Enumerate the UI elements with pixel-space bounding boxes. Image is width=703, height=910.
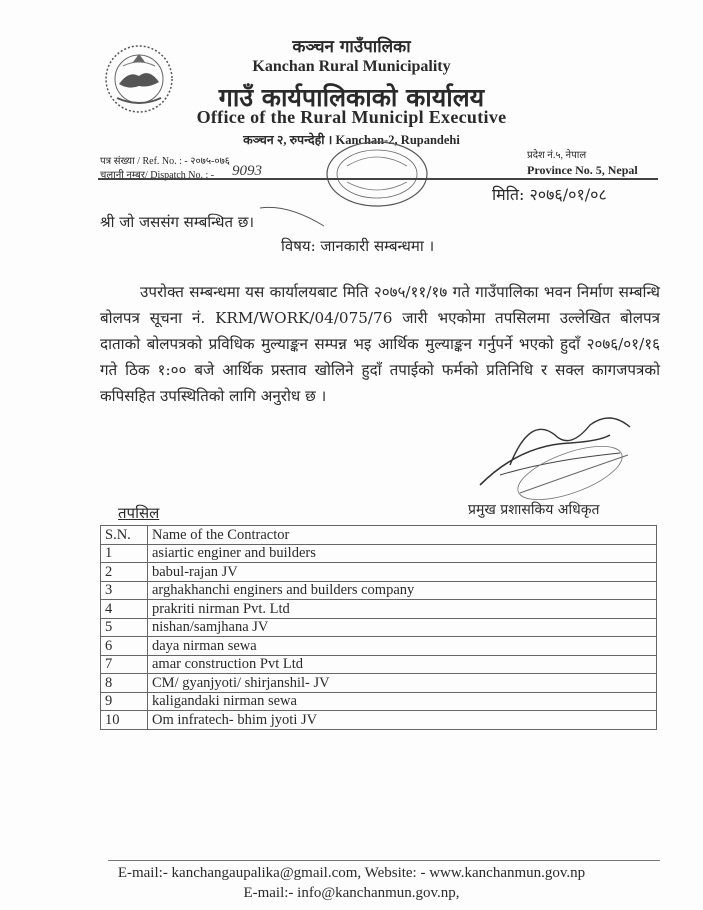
- row-sn: 9: [101, 692, 148, 711]
- subject-line: विषय: जानकारी सम्बन्धमा ।: [281, 237, 435, 255]
- pen-mark: [258, 200, 328, 230]
- province-np: प्रदेश नं.५, नेपाल: [527, 150, 587, 161]
- row-sn: 2: [101, 563, 148, 582]
- dispatch-number-handwritten: 9093: [232, 163, 262, 179]
- table-row: [101, 674, 657, 693]
- province-en: Province No. 5, Nepal: [527, 163, 638, 177]
- table-row: [101, 581, 657, 600]
- header-divider: [98, 178, 658, 180]
- row-contractor: arghakhanchi enginers and builders company: [148, 581, 657, 600]
- row-sn: 10: [101, 711, 148, 730]
- office-stamp: [322, 140, 432, 212]
- salutation: श्री जो जससंग सम्बन्धित छ।: [100, 213, 255, 231]
- contractor-table: [100, 525, 657, 730]
- row-sn: 5: [101, 618, 148, 637]
- table-row: [101, 692, 657, 711]
- row-contractor: Om infratech- bhim jyoti JV: [148, 711, 657, 730]
- table-row: [101, 544, 657, 563]
- signature-stamp: [460, 405, 640, 500]
- footer-contact-line2: E-mail:- info@kanchanmun.gov.np,: [243, 885, 460, 901]
- row-sn: 3: [101, 581, 148, 600]
- row-sn: 6: [101, 637, 148, 656]
- table-heading: तपसिल: [118, 504, 160, 522]
- signatory-title: प्रमुख प्रशासकिय अधिकृत: [468, 502, 600, 518]
- row-sn: 8: [101, 674, 148, 693]
- office-name-en: Office of the Rural Municipl Executive: [196, 107, 507, 127]
- row-sn: 4: [101, 600, 148, 619]
- table-row: [101, 655, 657, 674]
- table-row: [101, 600, 657, 619]
- row-contractor: kaligandaki nirman sewa: [148, 692, 657, 711]
- column-header-sn: S.N.: [101, 526, 148, 545]
- row-contractor: daya nirman sewa: [148, 637, 657, 656]
- office-address: कञ्चन २, रुपन्देही । Kanchan-2, Rupandehi: [243, 133, 460, 147]
- municipality-name-np: कञ्चन गाउँपालिका: [292, 37, 411, 57]
- row-contractor: amar construction Pvt Ltd: [148, 655, 657, 674]
- table-row: [101, 711, 657, 730]
- row-sn: 1: [101, 544, 148, 563]
- table-row: [101, 637, 657, 656]
- footer-contact-line1: E-mail:- kanchangaupalika@gmail.com, Website: - www.kanchanmun.gov.np: [117, 865, 586, 881]
- office-name-np: गाउँ कार्यपालिकाको कार्यालय: [218, 83, 485, 112]
- row-contractor: CM/ gyanjyoti/ shirjanshil- JV: [148, 674, 657, 693]
- footer-divider: [108, 860, 660, 861]
- table-row: [101, 563, 657, 582]
- reference-number: पत्र संख्या / Ref. No. : - २०७५-०७६: [100, 156, 230, 167]
- row-contractor: nishan/samjhana JV: [148, 618, 657, 637]
- table-header-row: [101, 526, 657, 545]
- table-row: [101, 618, 657, 637]
- row-contractor: babul-rajan JV: [148, 563, 657, 582]
- municipality-name-en: Kanchan Rural Municipality: [252, 58, 451, 75]
- row-contractor: asiartic enginer and builders: [148, 544, 657, 563]
- dispatch-label: चलानी नम्बर/ Dispatch No. : -: [100, 170, 215, 181]
- row-contractor: prakriti nirman Pvt. Ltd: [148, 600, 657, 619]
- body-paragraph: उपरोक्त सम्बन्धमा यस कार्यालयबाट मिति २०७५/११/१७ गते गाउँपालिका भवन निर्माण सम्बन्धि बोलपत्र सूचना नं. KRM/WORK/04/075/76 जारी भएकोमा तपसिलमा उल्लेखित बोलपत्र दाताको बोलपत्रको प्रविधिक मुल्याङ्कन सम्पन्न भइ आर्थिक मुल्याङ्कन गर्नुपर्ने भएको हुदाँ २०७६/०१/१६ गते ठिक १:०० बजे आर्थिक प्रस्ताव खोलिने हुदाँ तपाईको फर्मको प्रतिनिधि र सक्ल कागजपत्रको कपिसहित उपस्थितिको लागि अनुरोध छ ।: [100, 283, 660, 405]
- column-header-name: Name of the Contractor: [148, 526, 657, 545]
- letter-date: मिति: २०७६/०१/०८: [492, 185, 607, 204]
- row-sn: 7: [101, 655, 148, 674]
